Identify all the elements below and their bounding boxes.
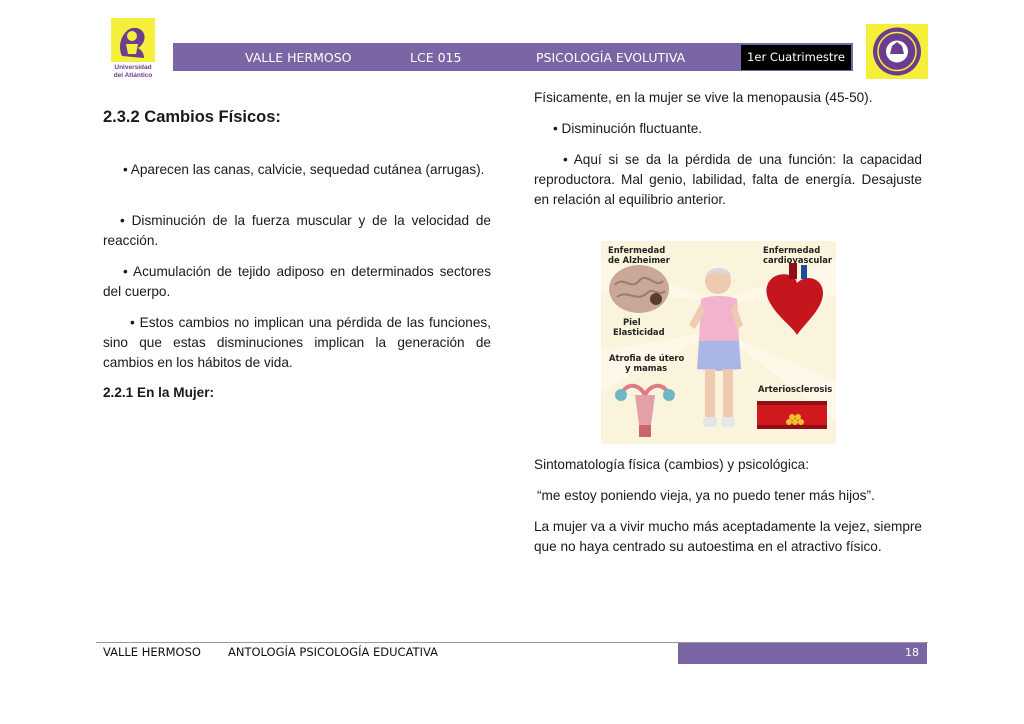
label-skin: Piel xyxy=(623,317,641,327)
header-campus: VALLE HERMOSO xyxy=(245,50,352,65)
bullet-text: • Aquí si se da la pérdida de una función: la capacidad reproductora. Mal genio, labilidad, falta de energía. Desajuste en relación al equilibrio anterior. xyxy=(534,152,922,207)
bullet-text: • Disminución de la fuerza muscular y de la velocidad de reacción. xyxy=(103,213,491,248)
footer-page-bar xyxy=(678,643,927,664)
bullet-text: • Estos cambios no implican una pérdida de las funciones, sino que estas disminuciones implican la generación de cambios en los hábitos de vida. xyxy=(103,315,491,370)
label-atrophy: y mamas xyxy=(625,363,668,373)
label-alzheimer: Enfermedad xyxy=(608,245,666,255)
label-atrophy: Atrofia de útero xyxy=(609,353,685,363)
intro-text: Físicamente, en la mujer se vive la menopausia (45-50). xyxy=(534,90,873,105)
bullet-text: • Aparecen las canas, calvicie, sequedad cutánea (arrugas). xyxy=(123,162,485,177)
quote-text: “me estoy poniendo vieja, ya no puedo tener más hijos”. xyxy=(537,488,875,503)
header-subject: PSICOLOGÍA EVOLUTIVA xyxy=(536,50,686,65)
bullet-text: • Disminución fluctuante. xyxy=(553,121,703,136)
header-term: 1er Cuatrimestre xyxy=(741,45,851,70)
symptoms-text: Sintomatología física (cambios) y psicológica: xyxy=(534,457,810,472)
footer-title: ANTOLOGÍA PSICOLOGÍA EDUCATIVA xyxy=(228,645,438,659)
section-title: 2.3.2 Cambios Físicos: xyxy=(103,108,281,126)
label-athero: Arteriosclerosis xyxy=(758,384,833,394)
svg-text:Universidad: Universidad xyxy=(114,64,152,71)
bullet-text: • Acumulación de tejido adiposo en determinados sectores del cuerpo. xyxy=(103,264,491,299)
university-logo xyxy=(108,18,158,80)
subsection-title: 2.2.1 En la Mujer: xyxy=(103,385,215,400)
label-cardio: cardiovascular xyxy=(763,255,833,265)
label-alzheimer: de Alzheimer xyxy=(608,255,670,265)
footer-campus: VALLE HERMOSO xyxy=(103,645,201,659)
label-skin: Elasticidad xyxy=(613,327,665,337)
page-number: 18 xyxy=(905,646,919,659)
closing-text: La mujer va a vivir mucho más aceptadamente la vejez, siempre que no haya centrado su autoestima en el atractivo físico. xyxy=(534,519,922,554)
svg-text:del Atlántico: del Atlántico xyxy=(113,72,153,79)
seal-logo xyxy=(866,24,928,79)
label-cardio: Enfermedad xyxy=(763,245,821,255)
header-code: LCE 015 xyxy=(410,50,462,65)
menopause-illustration xyxy=(601,241,836,444)
